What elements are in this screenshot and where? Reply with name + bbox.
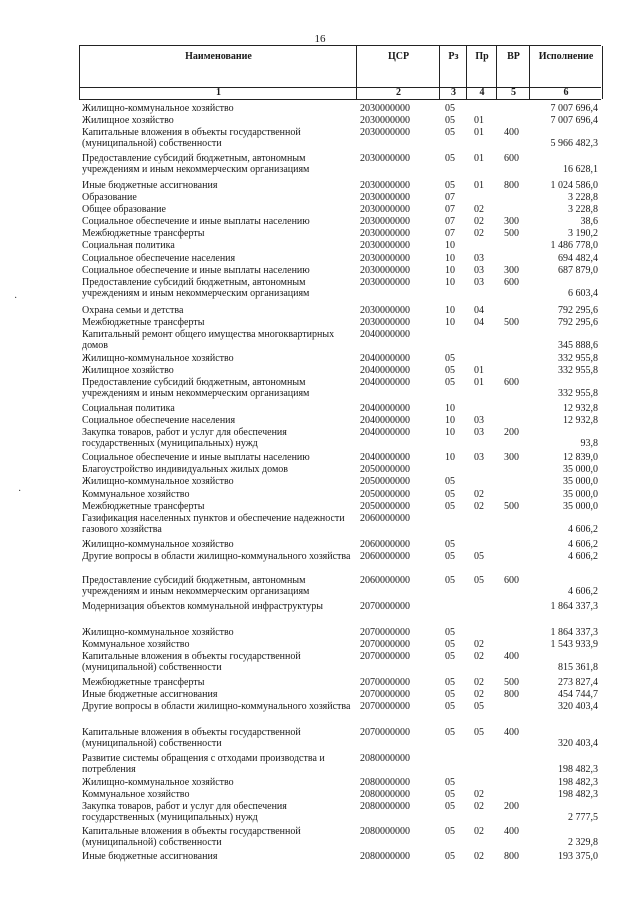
row-rz: 07: [445, 204, 455, 215]
row-pr: 03: [474, 452, 484, 463]
row-csr: 2060000000: [360, 513, 410, 524]
row-pr: 05: [474, 701, 484, 712]
row-name: [82, 627, 367, 638]
row-execution: 1 864 337,3: [550, 627, 598, 638]
row-execution: 7 007 696,4: [550, 103, 598, 114]
row-csr: 2080000000: [360, 801, 410, 812]
row-execution: 2 777,5: [568, 812, 598, 823]
row-rz: 10: [445, 240, 455, 251]
row-execution: 1 486 778,0: [550, 240, 598, 251]
row-pr: 02: [474, 851, 484, 862]
row-vr: 400: [504, 651, 519, 662]
row-execution: 16 628,1: [563, 164, 598, 175]
row-name: [82, 228, 367, 239]
row-csr: 2070000000: [360, 677, 410, 688]
row-execution: 345 888,6: [558, 340, 598, 351]
row-rz: 05: [445, 489, 455, 500]
row-name-line: Межбюджетные трансферты: [82, 677, 205, 688]
row-csr: 2050000000: [360, 464, 410, 475]
row-name-line: Социальное обеспечение населения: [82, 415, 236, 426]
row-name: [82, 115, 367, 126]
row-execution: 320 403,4: [558, 738, 598, 749]
row-pr: 01: [474, 365, 484, 376]
row-rz: 07: [445, 192, 455, 203]
row-pr: 02: [474, 689, 484, 700]
row-name: [82, 501, 367, 512]
row-name: [82, 353, 367, 364]
row-execution: 694 482,4: [558, 253, 598, 264]
row-vr: 800: [504, 180, 519, 191]
row-pr: 01: [474, 377, 484, 388]
row-csr: 2030000000: [360, 115, 410, 126]
row-execution: 332 955,8: [558, 353, 598, 364]
row-execution: 35 000,0: [563, 476, 598, 487]
row-execution: 687 879,0: [558, 265, 598, 276]
row-vr: 400: [504, 826, 519, 837]
row-csr: 2030000000: [360, 228, 410, 239]
row-csr: 2040000000: [360, 365, 410, 376]
row-csr: 2030000000: [360, 216, 410, 227]
row-name-line: Социальное обеспечение и иные выплаты населению: [82, 216, 310, 227]
row-csr: 2040000000: [360, 415, 410, 426]
row-csr: 2030000000: [360, 192, 410, 203]
row-name-line: Жилищно-коммунальное хозяйство: [82, 627, 234, 638]
row-csr: 2080000000: [360, 789, 410, 800]
row-name: [82, 192, 367, 203]
row-name-line: Капитальные вложения в объекты государственной: [82, 826, 301, 837]
row-csr: 2060000000: [360, 551, 410, 562]
row-vr: 600: [504, 575, 519, 586]
row-name: [82, 789, 367, 800]
row-name-line: Иные бюджетные ассигнования: [82, 180, 218, 191]
row-name-line: Образование: [82, 192, 137, 203]
row-name-line: Предоставление субсидий бюджетным, автономным: [82, 153, 306, 164]
row-execution: 7 007 696,4: [550, 115, 598, 126]
row-execution: 792 295,6: [558, 305, 598, 316]
row-csr: 2080000000: [360, 777, 410, 788]
row-name: [82, 727, 367, 749]
row-execution: 12 839,0: [563, 452, 598, 463]
row-pr: 02: [474, 489, 484, 500]
row-rz: 05: [445, 153, 455, 164]
row-vr: 600: [504, 377, 519, 388]
row-pr: 03: [474, 277, 484, 288]
header-csr-number-text: 2: [396, 87, 401, 98]
row-rz: 05: [445, 677, 455, 688]
row-name: [82, 476, 367, 487]
row-vr: 500: [504, 501, 519, 512]
row-pr: 02: [474, 204, 484, 215]
row-csr: 2030000000: [360, 103, 410, 114]
row-name-line: Жилищно-коммунальное хозяйство: [82, 539, 234, 550]
row-execution: 1 864 337,3: [550, 601, 598, 612]
row-execution: 3 228,8: [568, 192, 598, 203]
row-pr: 02: [474, 801, 484, 812]
row-rz: 05: [445, 727, 455, 738]
header-execution-text: Исполнение: [538, 51, 594, 62]
row-name-line: Капитальные вложения в объекты государственной: [82, 727, 301, 738]
row-vr: 500: [504, 228, 519, 239]
row-csr: 2030000000: [360, 240, 410, 251]
row-rz: 10: [445, 317, 455, 328]
row-name-line: Межбюджетные трансферты: [82, 228, 205, 239]
row-name: [82, 153, 367, 175]
row-name-line: Другие вопросы в области жилищно-коммунального хозяйства: [82, 701, 351, 712]
row-execution: 1 024 586,0: [550, 180, 598, 191]
row-pr: 03: [474, 415, 484, 426]
row-name-line: Предоставление субсидий бюджетным, автономным: [82, 377, 306, 388]
header-pr-number-text: 4: [479, 87, 485, 98]
row-rz: 05: [445, 801, 455, 812]
row-vr: 600: [504, 277, 519, 288]
row-name-line: учреждениям и иным некоммерческим организациям: [82, 164, 310, 175]
row-csr: 2070000000: [360, 639, 410, 650]
row-name-line: учреждениям и иным некоммерческим организациям: [82, 288, 310, 299]
row-csr: 2040000000: [360, 329, 410, 340]
row-name-line: Жилищно-коммунальное хозяйство: [82, 476, 234, 487]
row-name-line: Закупка товаров, работ и услуг для обеспечения: [82, 427, 287, 438]
row-csr: 2030000000: [360, 180, 410, 191]
row-rz: 05: [445, 551, 455, 562]
row-execution: 792 295,6: [558, 317, 598, 328]
row-vr: 600: [504, 153, 519, 164]
row-execution: 198 482,3: [558, 764, 598, 775]
row-pr: 02: [474, 216, 484, 227]
row-name: [82, 777, 367, 788]
row-csr: 2030000000: [360, 317, 410, 328]
row-name: [82, 753, 367, 775]
row-name: [82, 851, 367, 862]
row-name: [82, 575, 367, 597]
row-pr: 05: [474, 551, 484, 562]
row-rz: 05: [445, 353, 455, 364]
row-name: [82, 204, 367, 215]
row-pr: 02: [474, 677, 484, 688]
row-name-line: Иные бюджетные ассигнования: [82, 689, 218, 700]
row-csr: 2070000000: [360, 651, 410, 662]
row-rz: 05: [445, 501, 455, 512]
row-vr: 800: [504, 689, 519, 700]
header-rz-text: Рз: [448, 51, 459, 62]
row-csr: 2040000000: [360, 427, 410, 438]
row-pr: 02: [474, 501, 484, 512]
row-rz: 10: [445, 305, 455, 316]
row-execution: 4 606,2: [568, 586, 598, 597]
row-rz: 10: [445, 277, 455, 288]
row-name: [82, 103, 367, 114]
row-name: [82, 377, 367, 399]
row-name-line: Межбюджетные трансферты: [82, 501, 205, 512]
row-name: [82, 639, 367, 650]
row-execution: 5 966 482,3: [550, 138, 598, 149]
row-execution: 35 000,0: [563, 501, 598, 512]
row-pr: 02: [474, 789, 484, 800]
row-pr: 03: [474, 265, 484, 276]
row-name-line: Капитальный ремонт общего имущества многоквартирных: [82, 329, 335, 340]
row-rz: 05: [445, 103, 455, 114]
row-execution: 4 606,2: [568, 524, 598, 535]
row-csr: 2070000000: [360, 701, 410, 712]
row-name: [82, 180, 367, 191]
row-pr: 01: [474, 153, 484, 164]
row-name-line: Коммунальное хозяйство: [82, 789, 190, 800]
row-csr: 2070000000: [360, 689, 410, 700]
row-name-line: Социальное обеспечение и иные выплаты населению: [82, 452, 310, 463]
row-name-line: Социальная политика: [82, 403, 175, 414]
row-execution: 12 932,8: [563, 403, 598, 414]
row-csr: 2070000000: [360, 627, 410, 638]
row-rz: 05: [445, 180, 455, 191]
row-rz: 07: [445, 228, 455, 239]
row-vr: 500: [504, 317, 519, 328]
row-name: [82, 127, 367, 149]
row-name-line: Социальное обеспечение населения: [82, 253, 236, 264]
row-csr: 2080000000: [360, 753, 410, 764]
row-csr: 2030000000: [360, 265, 410, 276]
scan-dot-mark: ·: [14, 293, 18, 304]
row-execution: 12 932,8: [563, 415, 598, 426]
row-pr: 02: [474, 228, 484, 239]
row-rz: 10: [445, 265, 455, 276]
row-rz: 07: [445, 216, 455, 227]
row-csr: 2030000000: [360, 127, 410, 138]
row-csr: 2030000000: [360, 277, 410, 288]
row-pr: 02: [474, 651, 484, 662]
row-execution: 6 603,4: [568, 288, 598, 299]
row-pr: 01: [474, 180, 484, 191]
header-vr-number-text: 5: [511, 87, 516, 98]
row-execution: 38,6: [580, 216, 598, 227]
row-name-line: Жилищное хозяйство: [82, 115, 174, 126]
row-name: [82, 701, 367, 712]
row-name-line: Социальное обеспечение и иные выплаты населению: [82, 265, 310, 276]
row-name: [82, 403, 367, 414]
row-name: [82, 651, 367, 673]
row-execution: 332 955,8: [558, 365, 598, 376]
row-name-line: Капитальные вложения в объекты государственной: [82, 651, 301, 662]
row-name: [82, 452, 367, 463]
row-execution: 332 955,8: [558, 388, 598, 399]
row-execution: 198 482,3: [558, 789, 598, 800]
header-rz-number-text: 3: [451, 87, 456, 98]
row-rz: 05: [445, 115, 455, 126]
row-csr: 2060000000: [360, 539, 410, 550]
row-execution: 815 361,8: [558, 662, 598, 673]
row-name: [82, 551, 367, 562]
row-name-line: домов: [82, 340, 108, 351]
row-name-line: Жилищное хозяйство: [82, 365, 174, 376]
row-execution: 4 606,2: [568, 539, 598, 550]
row-name-line: Закупка товаров, работ и услуг для обеспечения: [82, 801, 287, 812]
row-vr: 800: [504, 851, 519, 862]
row-rz: 10: [445, 403, 455, 414]
row-name-line: Жилищно-коммунальное хозяйство: [82, 353, 234, 364]
row-name: [82, 677, 367, 688]
row-name: [82, 689, 367, 700]
row-name: [82, 329, 367, 351]
row-rz: 05: [445, 575, 455, 586]
row-name-line: Другие вопросы в области жилищно-коммунального хозяйства: [82, 551, 351, 562]
row-name: [82, 277, 367, 299]
row-execution: 4 606,2: [568, 551, 598, 562]
row-rz: 05: [445, 826, 455, 837]
row-rz: 10: [445, 253, 455, 264]
scan-dot-mark: ·: [18, 486, 22, 497]
row-name-line: Предоставление субсидий бюджетным, автономным: [82, 575, 306, 586]
row-name-line: (муниципальной) собственности: [82, 138, 222, 149]
row-name-line: Благоустройство индивидуальных жилых домов: [82, 464, 288, 475]
header-name-number-text: 1: [216, 87, 221, 98]
row-execution: 320 403,4: [558, 701, 598, 712]
row-rz: 10: [445, 427, 455, 438]
row-rz: 05: [445, 127, 455, 138]
row-execution: 35 000,0: [563, 464, 598, 475]
row-csr: 2080000000: [360, 826, 410, 837]
row-name-line: Жилищно-коммунальное хозяйство: [82, 103, 234, 114]
row-vr: 500: [504, 677, 519, 688]
row-pr: 02: [474, 826, 484, 837]
row-csr: 2040000000: [360, 403, 410, 414]
row-pr: 02: [474, 639, 484, 650]
row-rz: 05: [445, 851, 455, 862]
row-name-line: (муниципальной) собственности: [82, 738, 222, 749]
row-rz: 05: [445, 651, 455, 662]
row-name-line: учреждениям и иным некоммерческим организациям: [82, 388, 310, 399]
row-csr: 2040000000: [360, 353, 410, 364]
row-rz: 05: [445, 627, 455, 638]
row-csr: 2040000000: [360, 377, 410, 388]
row-name-line: учреждениям и иным некоммерческим организациям: [82, 586, 310, 597]
row-csr: 2050000000: [360, 489, 410, 500]
row-rz: 05: [445, 377, 455, 388]
row-rz: 05: [445, 639, 455, 650]
row-csr: 2070000000: [360, 727, 410, 738]
row-name: [82, 513, 367, 535]
row-name-line: Коммунальное хозяйство: [82, 639, 190, 650]
row-csr: 2060000000: [360, 575, 410, 586]
row-name: [82, 464, 367, 475]
row-name-line: Общее образование: [82, 204, 166, 215]
row-vr: 200: [504, 801, 519, 812]
row-name: [82, 489, 367, 500]
row-vr: 200: [504, 427, 519, 438]
row-name: [82, 539, 367, 550]
row-name-line: Жилищно-коммунальное хозяйство: [82, 777, 234, 788]
row-name-line: государственных (муниципальных) нужд: [82, 438, 258, 449]
row-execution: 1 543 933,9: [550, 639, 598, 650]
row-csr: 2070000000: [360, 601, 410, 612]
row-pr: 04: [474, 317, 484, 328]
row-rz: 05: [445, 777, 455, 788]
row-name-line: Коммунальное хозяйство: [82, 489, 190, 500]
row-rz: 05: [445, 689, 455, 700]
row-csr: 2050000000: [360, 501, 410, 512]
row-name-line: Предоставление субсидий бюджетным, автономным: [82, 277, 306, 288]
page-number: 16: [314, 33, 326, 45]
row-name-line: (муниципальной) собственности: [82, 662, 222, 673]
row-name: [82, 826, 367, 848]
row-rz: 05: [445, 476, 455, 487]
row-pr: 01: [474, 127, 484, 138]
row-execution: 93,8: [580, 438, 598, 449]
row-pr: 04: [474, 305, 484, 316]
row-csr: 2040000000: [360, 452, 410, 463]
row-csr: 2030000000: [360, 305, 410, 316]
row-csr: 2030000000: [360, 253, 410, 264]
row-name-line: газового хозяйства: [82, 524, 162, 535]
row-csr: 2080000000: [360, 851, 410, 862]
row-csr: 2050000000: [360, 476, 410, 487]
row-rz: 05: [445, 539, 455, 550]
row-rz: 05: [445, 701, 455, 712]
row-name: [82, 305, 367, 316]
row-name: [82, 801, 367, 823]
row-name: [82, 240, 367, 251]
row-vr: 300: [504, 452, 519, 463]
header-execution-number-text: 6: [563, 87, 569, 98]
row-execution: 3 228,8: [568, 204, 598, 215]
row-execution: 3 190,2: [568, 228, 598, 239]
row-csr: 2030000000: [360, 204, 410, 215]
row-pr: 05: [474, 575, 484, 586]
row-name-line: потребления: [82, 764, 136, 775]
row-pr: 03: [474, 253, 484, 264]
row-rz: 10: [445, 415, 455, 426]
row-name: [82, 415, 367, 426]
row-vr: 400: [504, 727, 519, 738]
row-name: [82, 216, 367, 227]
row-vr: 300: [504, 265, 519, 276]
row-name-line: Охрана семьи и детства: [82, 305, 184, 316]
row-name-line: государственных (муниципальных) нужд: [82, 812, 258, 823]
row-pr: 05: [474, 727, 484, 738]
header-vr-text: ВР: [507, 51, 520, 62]
row-name-line: Газификация населенных пунктов и обеспечение надежности: [82, 513, 345, 524]
row-vr: 300: [504, 216, 519, 227]
row-csr: 2030000000: [360, 153, 410, 164]
row-execution: 35 000,0: [563, 489, 598, 500]
row-execution: 2 329,8: [568, 837, 598, 848]
row-name: [82, 601, 367, 612]
row-execution: 454 744,7: [558, 689, 598, 700]
row-execution: 198 482,3: [558, 777, 598, 788]
header-csr-text: ЦСР: [387, 51, 410, 62]
row-execution: 273 827,4: [558, 677, 598, 688]
row-vr: 400: [504, 127, 519, 138]
row-name-line: Капитальные вложения в объекты государственной: [82, 127, 301, 138]
row-name: [82, 427, 367, 449]
header-pr-text: Пр: [475, 51, 489, 62]
row-pr: 03: [474, 427, 484, 438]
row-name: [82, 317, 367, 328]
row-rz: 05: [445, 789, 455, 800]
row-name: [82, 365, 367, 376]
row-name-line: Иные бюджетные ассигнования: [82, 851, 218, 862]
header-name-text: Наименование: [185, 51, 252, 62]
row-rz: 10: [445, 452, 455, 463]
row-name-line: Социальная политика: [82, 240, 175, 251]
row-name: [82, 265, 367, 276]
row-execution: 193 375,0: [558, 851, 598, 862]
row-name-line: Модернизация объектов коммунальной инфраструктуры: [82, 601, 323, 612]
row-name-line: Развитие системы обращения с отходами производства и: [82, 753, 325, 764]
row-name-line: Межбюджетные трансферты: [82, 317, 205, 328]
row-name: [82, 253, 367, 264]
row-rz: 05: [445, 365, 455, 376]
row-name-line: (муниципальной) собственности: [82, 837, 222, 848]
row-pr: 01: [474, 115, 484, 126]
